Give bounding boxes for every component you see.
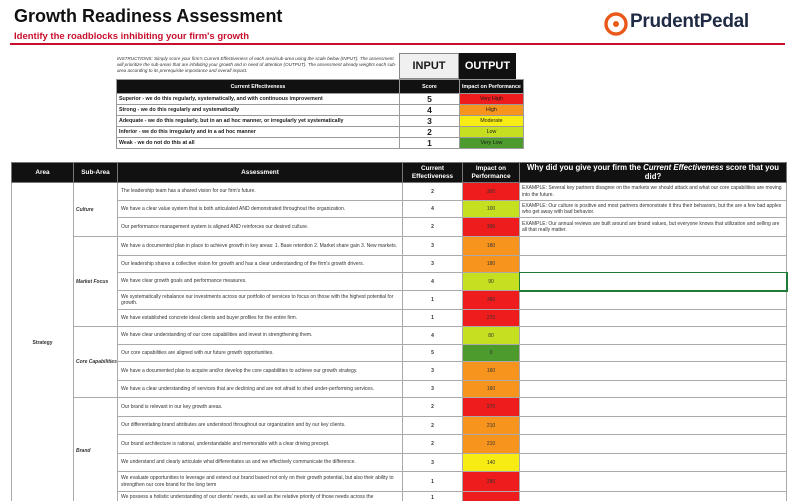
assessment-table — [11, 162, 787, 501]
impact-cell: 210 — [463, 435, 520, 454]
scale-col-impact: Impact on Performance — [460, 80, 524, 94]
score-input[interactable]: 2 — [403, 435, 463, 454]
table-row — [12, 398, 787, 417]
col-why-pre: Why did you give your firm the — [526, 162, 644, 172]
impact-cell: 360 — [463, 291, 520, 310]
scale-score: 1 — [400, 138, 460, 149]
why-input[interactable] — [520, 492, 787, 501]
scale-impact: Moderate — [460, 116, 524, 127]
scale-table — [116, 79, 524, 149]
why-input[interactable]: EXAMPLE: Our culture is positive and most partners demonstrate it thru their behaviors, but the are a few bad apples who get away with bad behavior. — [520, 201, 787, 218]
subarea-label: Culture — [74, 183, 118, 237]
scale-score: 5 — [400, 94, 460, 105]
table-row — [12, 345, 787, 362]
impact-cell: 280 — [463, 472, 520, 492]
why-input[interactable] — [520, 362, 787, 381]
table-row — [12, 417, 787, 435]
table-row — [12, 256, 787, 273]
score-input[interactable]: 4 — [403, 327, 463, 345]
score-input[interactable]: 4 — [403, 273, 463, 291]
logo-text: PrudentPedal — [630, 11, 749, 32]
impact-cell: 270 — [463, 310, 520, 327]
logo — [604, 8, 788, 38]
why-input[interactable] — [520, 454, 787, 472]
col-why — [520, 163, 787, 183]
scale-label: Adequate - we do this regularly, but in an ad hoc manner, or irregularly yet systematically — [117, 116, 400, 127]
scale-row — [117, 105, 524, 116]
col-impact: Impact on Performance — [463, 163, 520, 183]
table-row — [12, 492, 787, 501]
table-row — [12, 454, 787, 472]
scale-row — [117, 127, 524, 138]
col-assessment: Assessment — [118, 163, 403, 183]
scale-header-row — [117, 80, 524, 94]
scale-score: 4 — [400, 105, 460, 116]
scale-row — [117, 138, 524, 149]
assessment-text: Our brand architecture is rational, understandable and memorable with a clear driving precept. — [118, 435, 403, 454]
assessment-text: Our differentiating brand attributes are understood throughout our organization and by our key clients. — [118, 417, 403, 435]
assessment-text: We understand and clearly articulate what differentiates us and we effectively communicate the difference. — [118, 454, 403, 472]
scale-label: Inferior - we do this irregularly and in a ad hoc manner — [117, 127, 400, 138]
score-input[interactable]: 3 — [403, 454, 463, 472]
subarea-label: Market Focus — [74, 237, 118, 327]
impact-cell: 160 — [463, 362, 520, 381]
assessment-text: Our performance management system is aligned AND reinforces our desired culture. — [118, 218, 403, 237]
assessment-text: We systematically rebalance our investments across our portfolio of services to focus on those with the highest potential for growth. — [118, 291, 403, 310]
page-title: Growth Readiness Assessment — [14, 6, 283, 26]
scale-label: Superior - we do this regularly, systematically, and with continuous improvement — [117, 94, 400, 105]
why-input[interactable] — [520, 237, 787, 256]
assessment-header-row — [12, 163, 787, 183]
table-row — [12, 218, 787, 237]
scale-impact: High — [460, 105, 524, 116]
assessment-text: We have a clear understanding of services that are declining and are not afraid to shed under-performing services. — [118, 381, 403, 398]
scale-col-effectiveness: Current Effectiveness — [117, 80, 400, 94]
impact-cell: 80 — [463, 327, 520, 345]
assessment-text: Our brand is relevant in our key growth areas. — [118, 398, 403, 417]
score-input[interactable]: 1 — [403, 492, 463, 501]
why-input[interactable] — [520, 256, 787, 273]
subarea-label: Core Capabilities — [74, 327, 118, 398]
assessment-text: We have clear understanding of our core capabilities and invest in strengthening them. — [118, 327, 403, 345]
impact-cell: 300 — [463, 183, 520, 201]
scale-impact: Very Low — [460, 138, 524, 149]
table-row — [12, 472, 787, 492]
impact-cell — [463, 492, 520, 501]
impact-cell: 300 — [463, 218, 520, 237]
score-input[interactable]: 2 — [403, 398, 463, 417]
assessment-text: We have established concrete ideal clients and buyer profiles for the entire firm. — [118, 310, 403, 327]
assessment-text: We evaluate opportunities to leverage and extend our brand based not only on their growth potential, but also their ability to strengthen our core brand for the long term — [118, 472, 403, 492]
assessment-text: Our leadership shares a collective vision for growth and has a clear understanding of the firm's growth drivers. — [118, 256, 403, 273]
table-row — [12, 291, 787, 310]
instructions-text: INSTRUCTIONS: Simply score your firm's Current Effectiveness of each area/sub-area using the scale below (INPUT). The assessment will prioritize the sub-areas that are inhibiting your growth and in need of attention (OUTPUT). The assessment already weights each sub-area according to its prerequisite importance and overall impact. — [117, 56, 397, 74]
scale-impact: Low — [460, 127, 524, 138]
why-input[interactable] — [520, 398, 787, 417]
scale-row — [117, 94, 524, 105]
table-row — [12, 435, 787, 454]
table-row — [12, 327, 787, 345]
impact-cell: 180 — [463, 256, 520, 273]
page-subtitle: Identify the roadblocks inhibiting your firm's growth — [14, 31, 250, 42]
why-input[interactable]: EXAMPLE: Several key partners disagree on the markets we should attack and what our core capabilities are moving into the future. — [520, 183, 787, 201]
col-subarea: Sub-Area — [74, 163, 118, 183]
scale-score: 3 — [400, 116, 460, 127]
input-header: INPUT — [399, 53, 459, 79]
assessment-text: Our core capabilities are aligned with our future growth opportunities. — [118, 345, 403, 362]
table-row — [12, 201, 787, 218]
impact-cell: 180 — [463, 237, 520, 256]
score-input[interactable]: 5 — [403, 345, 463, 362]
col-why-em: Current Effectiveness — [643, 162, 724, 172]
table-row — [12, 183, 787, 201]
score-input[interactable]: 3 — [403, 256, 463, 273]
table-row — [12, 273, 787, 291]
assessment-text: We have a documented plan to acquire and/or develop the core capabilities to achieve our growth strategy. — [118, 362, 403, 381]
score-input[interactable]: 1 — [403, 472, 463, 492]
scale-impact: Very High — [460, 94, 524, 105]
why-input[interactable] — [520, 310, 787, 327]
output-header: OUTPUT — [459, 53, 516, 79]
score-input[interactable]: 2 — [403, 218, 463, 237]
score-input[interactable]: 4 — [403, 201, 463, 218]
why-input[interactable]: EXAMPLE: Our annual reviews are built around are brand values, but everyone knows that utilization and selling are all that really matter. — [520, 218, 787, 237]
scale-label: Strong - we do this regularly and systematically — [117, 105, 400, 116]
scale-label: Weak - we do not do this at all — [117, 138, 400, 149]
scale-col-score: Score — [400, 80, 460, 94]
impact-cell: 100 — [463, 201, 520, 218]
score-input[interactable]: 1 — [403, 291, 463, 310]
impact-cell: 90 — [463, 273, 520, 291]
score-input[interactable]: 3 — [403, 362, 463, 381]
scale-row — [117, 116, 524, 127]
score-input[interactable]: 2 — [403, 183, 463, 201]
score-input[interactable]: 2 — [403, 417, 463, 435]
scale-score: 2 — [400, 127, 460, 138]
assessment-text: We have a documented plan in place to achieve growth in key areas: 1. Base retention 2. Market share gain 3. New markets. — [118, 237, 403, 256]
area-label: Strategy — [12, 183, 74, 501]
why-input[interactable] — [520, 417, 787, 435]
table-row — [12, 362, 787, 381]
table-row — [12, 381, 787, 398]
score-input[interactable]: 3 — [403, 237, 463, 256]
why-input[interactable] — [520, 273, 787, 291]
impact-cell: 0 — [463, 345, 520, 362]
title-divider — [10, 43, 785, 45]
assessment-text: We have clear growth goals and performance measures. — [118, 273, 403, 291]
col-why-post: score that you did? — [644, 162, 780, 181]
score-input[interactable]: 3 — [403, 381, 463, 398]
impact-cell: 270 — [463, 398, 520, 417]
subarea-label: Brand — [74, 398, 118, 501]
assessment-text: We have a clear value system that is both articulated AND demonstrated throughout the organization. — [118, 201, 403, 218]
why-input[interactable] — [520, 472, 787, 492]
assessment-text: The leadership team has a shared vision for our firm's future. — [118, 183, 403, 201]
table-row — [12, 237, 787, 256]
why-input[interactable] — [520, 291, 787, 310]
table-row — [12, 310, 787, 327]
pedal-logo-icon — [604, 12, 628, 36]
why-input[interactable] — [520, 327, 787, 345]
why-input[interactable] — [520, 381, 787, 398]
impact-cell: 210 — [463, 417, 520, 435]
why-input[interactable] — [520, 345, 787, 362]
impact-cell: 140 — [463, 454, 520, 472]
why-input[interactable] — [520, 435, 787, 454]
score-input[interactable]: 1 — [403, 310, 463, 327]
assessment-text: We possess a holistic understanding of our clients' needs, as well as the relative priority of those needs across the — [118, 492, 403, 501]
impact-cell: 160 — [463, 381, 520, 398]
col-current-effectiveness: Current Effectiveness — [403, 163, 463, 183]
col-area: Area — [12, 163, 74, 183]
